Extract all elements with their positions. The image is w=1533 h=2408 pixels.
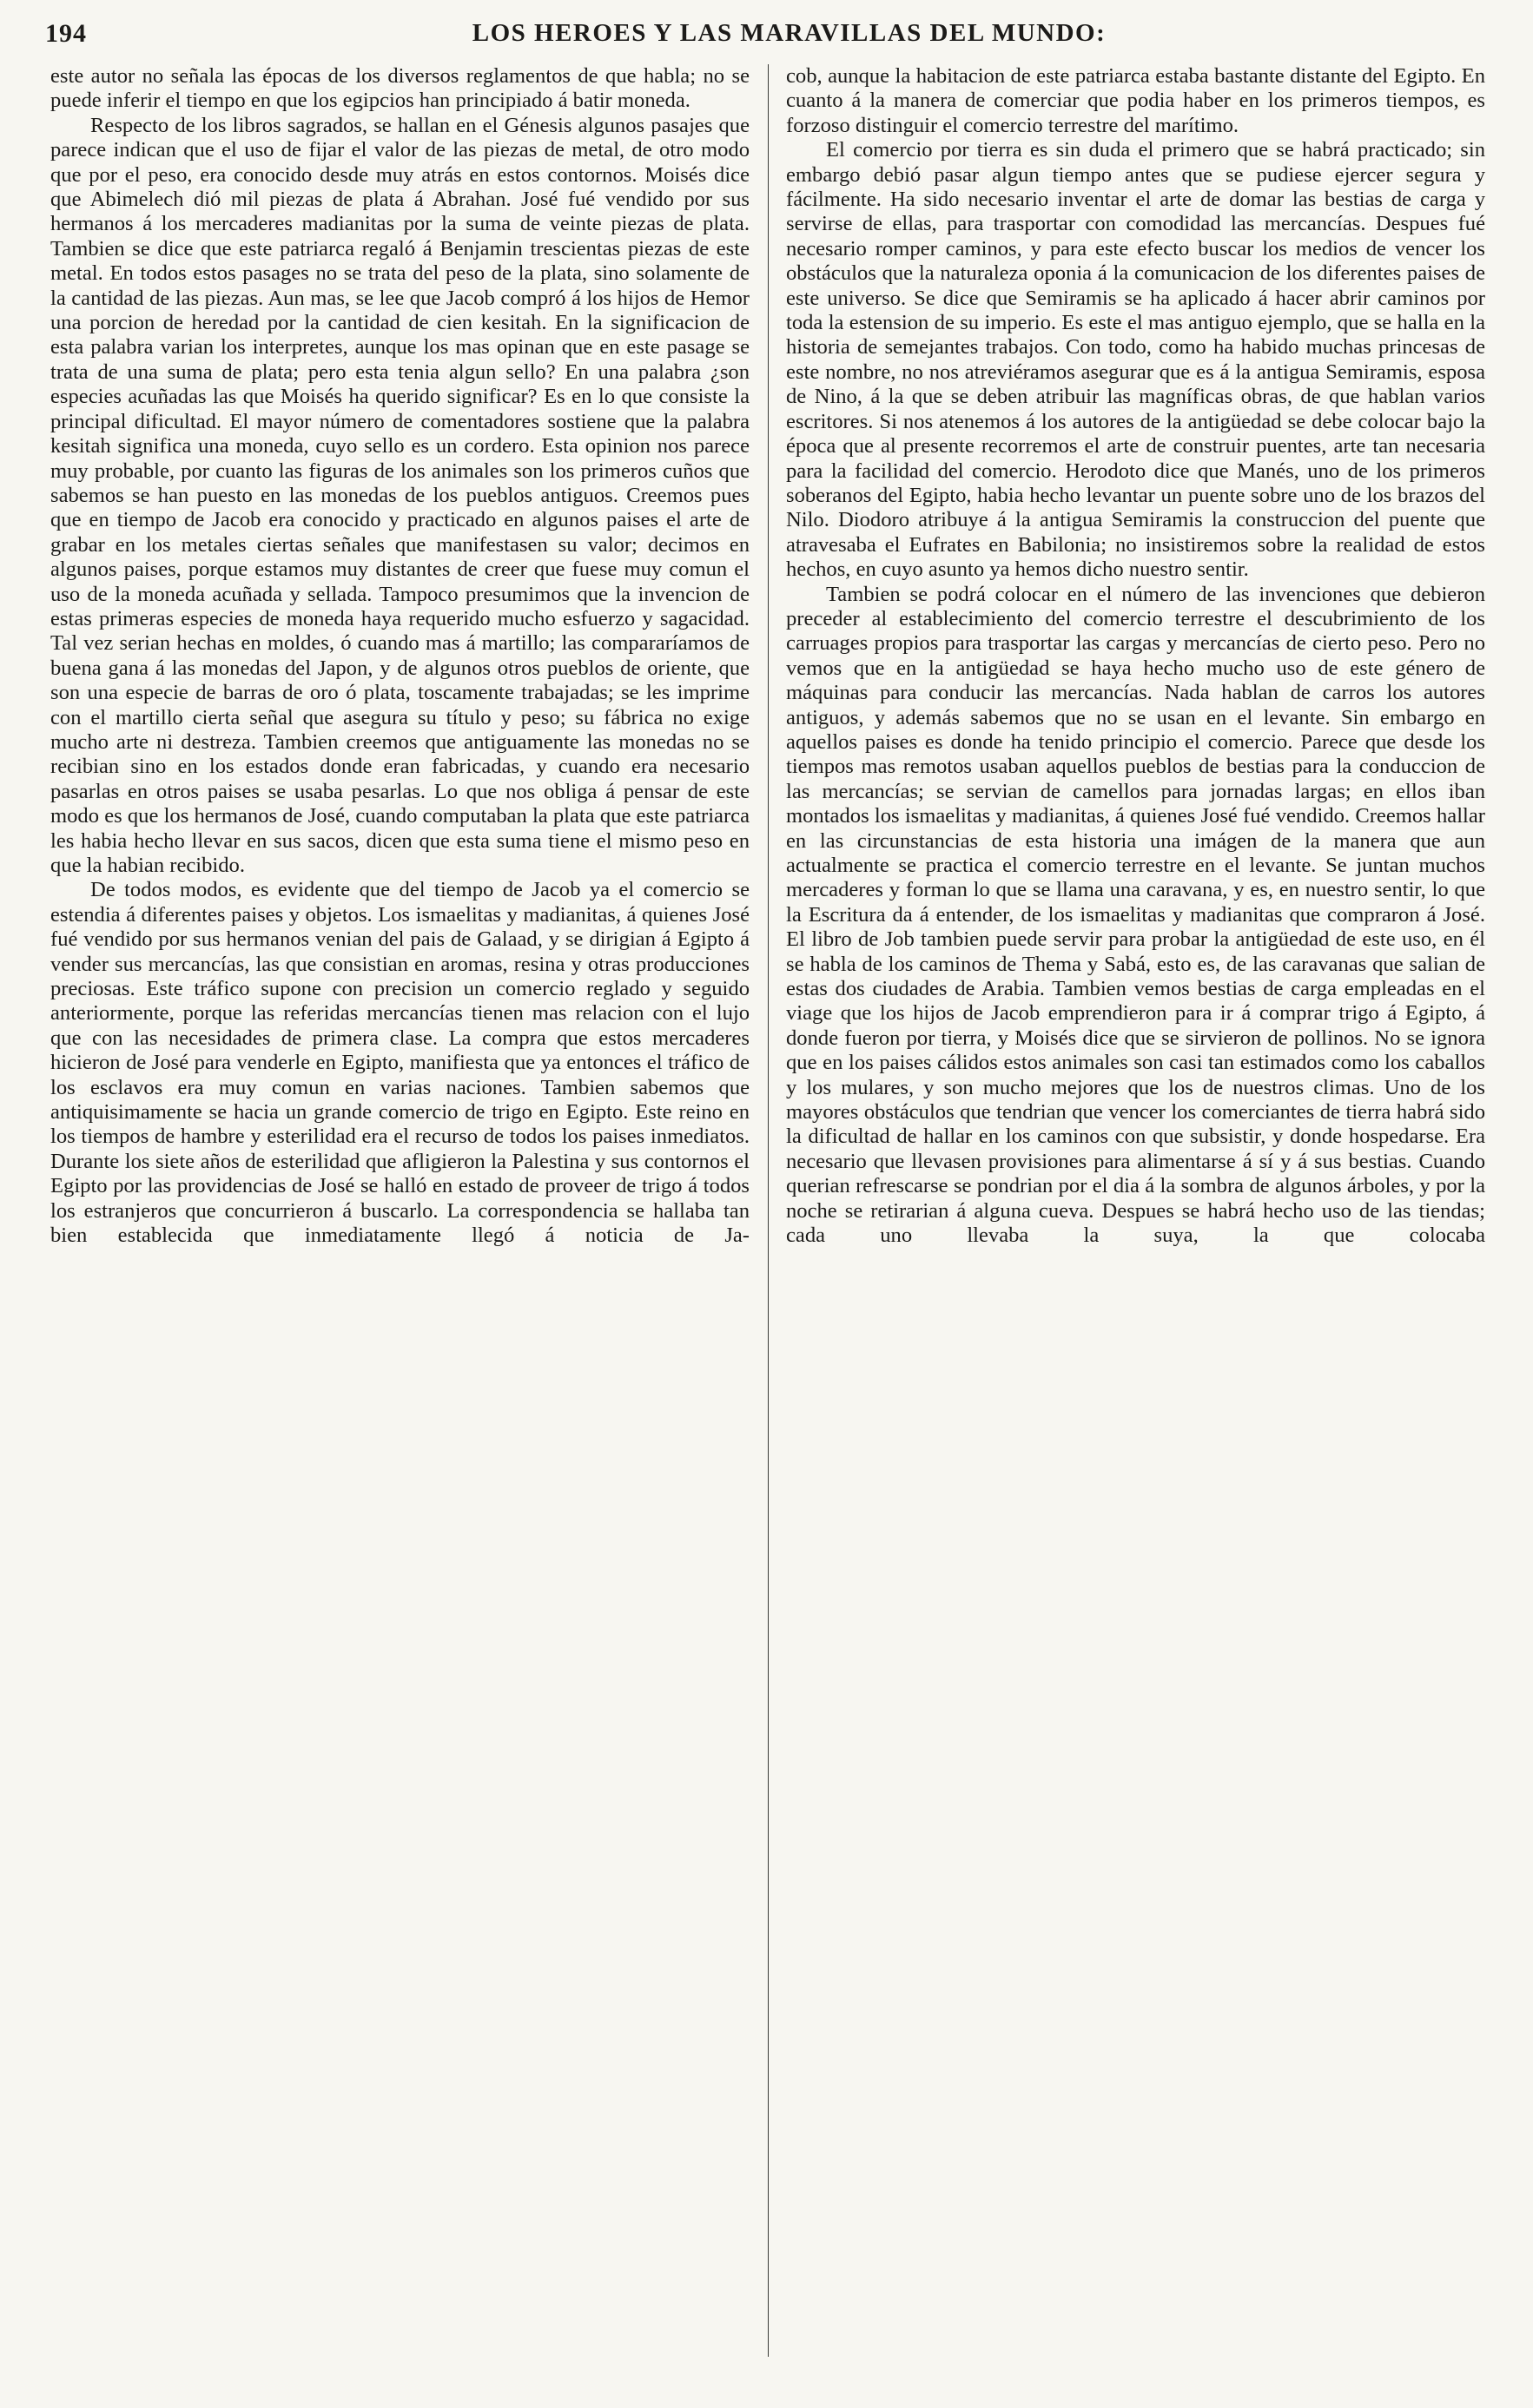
paragraph: El comercio por tierra es sin duda el primero que se habrá practicado; sin embargo debió pasar algun tiempo antes que se pudiese ejercer segura y fácilmente. Ha sido necesario inventar el arte de domar las bestias de carga y servirse de ellas, para trasportar con comodidad las mercancías. Despues fué necesario romper caminos, y para este efecto buscar los medios de vencer los obstáculos que la naturaleza oponia á la comunicacion de los diferentes paises de este universo. Se dice que Semiramis se ha aplicado á hacer abrir caminos por toda la estension de su imperio. Es este el mas antiguo ejemplo, que se halla en la historia de semejantes trabajos. Con todo, como ha habido muchas princesas de este nombre, no nos atreviéramos asegurar que es á la antigua Semiramis, esposa de Nino, á la que se deben atribuir las magníficas obras, de que hablan varios escritores. Si nos atenemos á los autores de la antigüedad se debe colocar bajo la época que al presente recorremos el arte de construir puentes, arte tan necesaria para la facilidad del comercio. Herodoto dice que Manés, uno de los primeros soberanos del Egipto, habia hecho levantar un puente sobre uno de los brazos del Nilo. Diodoro atribuye á la antigua Semiramis la construccion del puente que atravesaba el Eufrates en Babilonia; no insistiremos sobre la realidad de estos hechos, en cuyo asunto ya hemos dicho nuestro sentir. — [786, 138, 1485, 582]
page-header — [45, 19, 1481, 54]
left-column — [50, 64, 750, 1249]
right-column — [786, 64, 1485, 1249]
page-number: 194 — [45, 19, 87, 48]
paragraph: este autor no señala las épocas de los diversos reglamentos de que habla; no se puede inferir el tiempo en que los egipcios han principiado á batir moneda. — [50, 64, 750, 113]
paragraph: Tambien se podrá colocar en el número de las invenciones que debieron preceder al establecimiento del comercio terrestre el descubrimiento de los carruages propios para trasportar las cargas y mercancías de cierto peso. Pero no vemos que en la antigüedad se haya hecho mucho uso de este género de máquinas para conducir las mercancías. Nada hablan de carros los autores antiguos, y además sabemos que no se usan en el levante. Sin embargo en aquellos paises es donde ha tenido principio el comercio. Parece que desde los tiempos mas remotos usaban aquellos pueblos de bestias para la conduccion de las mercancías; se servian de camellos para jornadas largas; en ellos iban montados los ismaelitas y madianitas, á quienes José fué vendido. Creemos hallar en las circunstancias de esta historia una imágen de la manera que aun actualmente se practica el comercio terrestre en el levante. Se juntan muchos mercaderes y forman lo que se llama una caravana, y es, en nuestro sentir, lo que la Escritura da á entender, de los ismaelitas y madianitas que compraron á José. El libro de Job tambien puede servir para probar la antigüedad de este uso, en él se habla de los caminos de Thema y Sabá, esto es, de las caravanas que salian de estas dos ciudades de Arabia. Tambien vemos bestias de carga empleadas en el viage que los hijos de Jacob emprendieron para ir á comprar trigo á Egipto, á donde fueron por tierra, y Moisés dice que se sirvieron de pollinos. No se ignora que en los paises cálidos estos animales son casi tan estimados como los caballos y los mulares, y son mucho mejores que los de nuestros climas. Uno de los mayores obstáculos que tendrian que vencer los comerciantes de tierra habrá sido la dificultad de hallar en los caminos con que subsistir, y donde hospedarse. Era necesario que llevasen provisiones para alimentarse á sí y á sus bestias. Cuando querian refrescarse se pondrian por el dia á la sombra de algunos árboles, y por la noche se retirarian á alguna cueva. Despues se habrá hecho uso de las tiendas; cada uno llevaba la suya, la que colocaba — [786, 582, 1485, 1248]
running-title: LOS HEROES Y LAS MARAVILLAS DEL MUNDO: — [472, 19, 1107, 47]
paragraph: cob, aunque la habitacion de este patriarca estaba bastante distante del Egipto. En cuanto á la manera de comerciar que podia haber en los primeros tiempos, es forzoso distinguir el comercio terrestre del marítimo. — [786, 64, 1485, 137]
paragraph: Respecto de los libros sagrados, se hallan en el Génesis algunos pasajes que parece indican que el uso de fijar el valor de las piezas de metal, de otro modo que por el peso, era conocido desde muy atrás en estos contornos. Moisés dice que Abimelech dió mil piezas de plata á Abrahan. José fué vendido por sus hermanos á los mercaderes madianitas por la suma de veinte piezas de plata. Tambien se dice que este patriarca regaló á Benjamin trescientas piezas de este metal. En todos estos pasages no se trata del peso de la plata, sino solamente de la cantidad de las piezas. Aun mas, se lee que Jacob compró á los hijos de Hemor una porcion de heredad por la cantidad de cien kesitah. En la significacion de esta palabra varian los interpretes, aunque los mas opinan que en este pasage se trata de una suma de plata; pero esta tenia algun sello? En una palabra ¿son especies acuñadas las que Moisés ha querido significar? Es en lo que consiste la principal dificultad. El mayor número de comentadores sostiene que la palabra kesitah significa una moneda, cuyo sello es un cordero. Esta opinion nos parece muy probable, por cuanto las figuras de los animales son los primeros cuños que sabemos se han puesto en las monedas de los pueblos antiguos. Creemos pues que en tiempo de Jacob era conocido y practicado en algunos paises el arte de grabar en los metales ciertas señales que manifestasen su valor; decimos en algunos paises, porque estamos muy distantes de creer que fuese muy comun el uso de la moneda acuñada y sellada. Tampoco presumimos que la invencion de estas primeras especies de moneda haya requerido mucho esfuerzo y sagacidad. Tal vez serian hechas en moldes, ó cuando mas á martillo; las compararíamos de buena gana á las monedas del Japon, y de algunos otros pueblos de oriente, que son una especie de barras de oro ó plata, toscamente trabajadas; se les imprime con el martillo cierta señal que asegura su título y peso; su fábrica no exige mucho arte ni destreza. Tambien creemos que antiguamente las monedas no se recibian sino en los estados donde eran fabricadas, y cuando era necesario pasarlas en otros paises se usaba pesarlas. Lo que nos obliga á pensar de este modo es que los hermanos de José, cuando computaban la plata que este patriarca les habia hecho llevar en sus sacos, dicen que esta suma tiene el mismo peso en que la habian recibido. — [50, 113, 750, 877]
column-divider — [768, 64, 769, 2357]
paragraph: De todos modos, es evidente que del tiempo de Jacob ya el comercio se estendia á diferentes paises y objetos. Los ismaelitas y madianitas, á quienes José fué vendido por sus hermanos venian del pais de Galaad, y se dirigian á Egipto á vender sus mercancías, las que consistian en aromas, resina y otras producciones preciosas. Este tráfico supone con precision un comercio reglado y seguido anteriormente, porque las referidas mercancías tienen mas relacion con el lujo que con las necesidades de primera clase. La compra que estos mercaderes hicieron de José para venderle en Egipto, manifiesta que ya entonces el tráfico de los esclavos era muy comun en varias naciones. Tambien sabemos que antiquisimamente se hacia un grande comercio de trigo en Egipto. Este reino en los tiempos de hambre y esterilidad era el recurso de todos los paises inmediatos. Durante los siete años de esterilidad que afligieron la Palestina y sus contornos el Egipto por las providencias de José se halló en estado de proveer de trigo á todos los estranjeros que concurrieron á buscarlo. La correspondencia se hallaba tan bien establecida que inmediatamente llegó á noticia de Ja- — [50, 878, 750, 1248]
